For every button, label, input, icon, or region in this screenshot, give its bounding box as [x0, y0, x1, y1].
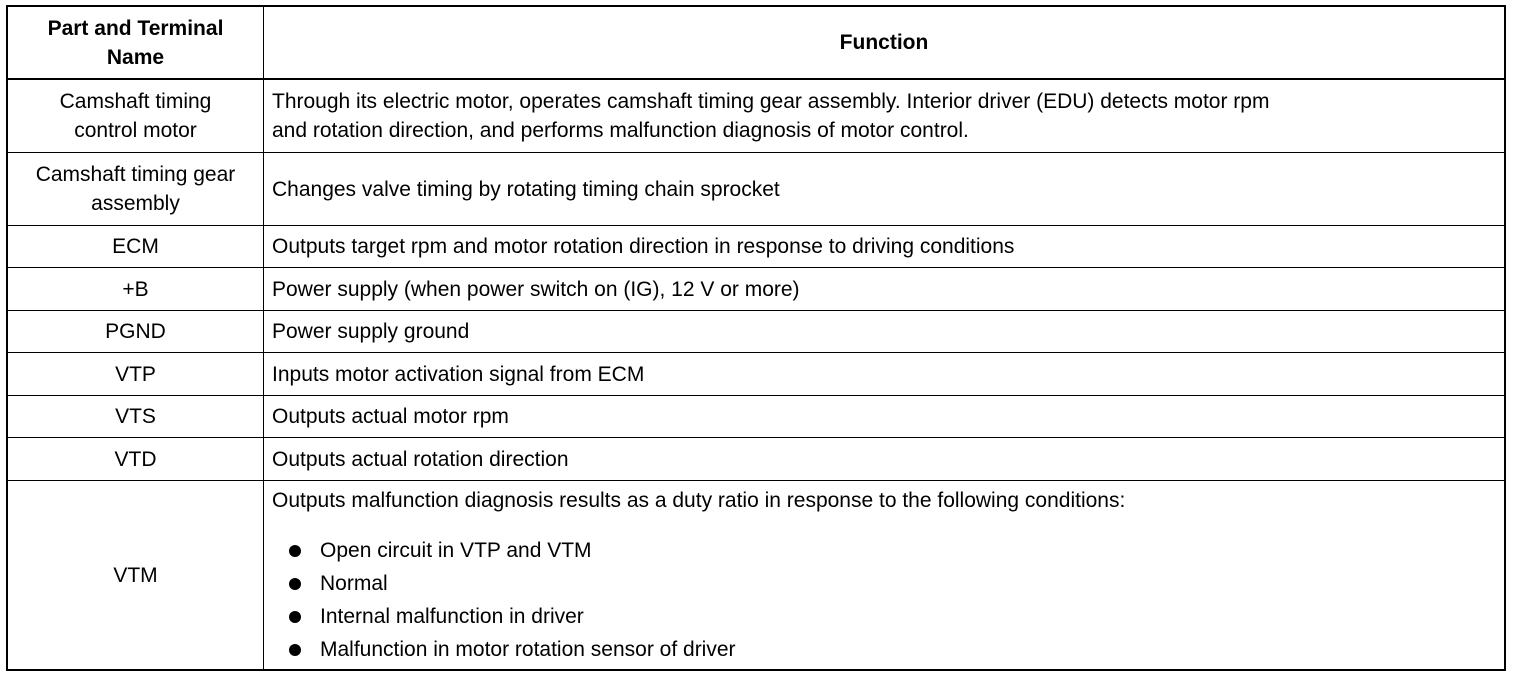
table-row — [8, 353, 1504, 396]
header-function-label: Function — [839, 31, 929, 54]
part-name-line: assembly — [91, 192, 180, 215]
function-line: Changes valve timing by rotating timing chain sprocket — [272, 177, 780, 201]
table-row — [8, 438, 1504, 481]
function-line: Power supply ground — [272, 320, 470, 343]
bullet-icon — [289, 545, 301, 557]
function-cell — [264, 268, 1504, 310]
function-intro: Outputs malfunction diagnosis results as a duty ratio in response to the following conditions: — [272, 489, 1126, 512]
list-item-text: Internal malfunction in driver — [320, 605, 584, 628]
part-name-cell — [8, 226, 264, 267]
part-function-table — [6, 5, 1506, 671]
part-name-line: ECM — [112, 235, 159, 258]
list-item — [272, 534, 1496, 567]
part-name-line: +B — [122, 277, 149, 301]
part-name-line: VTS — [115, 405, 156, 428]
part-name-cell — [8, 80, 264, 152]
header-part-name — [8, 7, 264, 78]
function-cell — [264, 438, 1504, 480]
part-name-line: Camshaft timing gear — [35, 163, 236, 186]
part-name-cell — [8, 396, 264, 437]
function-line: Power supply (when power switch on (IG), 12 V or more) — [272, 277, 800, 301]
part-name-line: VTM — [113, 563, 158, 587]
function-cell — [264, 311, 1504, 352]
list-item-text: Malfunction in motor rotation sensor of driver — [320, 638, 736, 661]
function-line: Outputs actual rotation direction — [272, 447, 569, 471]
function-cell — [264, 153, 1504, 225]
header-part-name-line: Name — [106, 45, 165, 69]
function-cell — [264, 396, 1504, 437]
part-name-cell — [8, 311, 264, 352]
function-line: Outputs actual motor rpm — [272, 405, 509, 428]
bullet-icon — [289, 578, 301, 590]
list-item — [272, 567, 1496, 600]
part-name-line: PGND — [105, 320, 166, 343]
list-item-text: Open circuit in VTP and VTM — [320, 539, 592, 562]
part-name-cell — [8, 353, 264, 395]
part-name-cell — [8, 153, 264, 225]
function-cell — [264, 353, 1504, 395]
table-row — [8, 481, 1504, 669]
table-row — [8, 396, 1504, 438]
function-line: Outputs target rpm and motor rotation direction in response to driving conditions — [272, 235, 1015, 258]
table-row — [8, 226, 1504, 268]
list-item — [272, 633, 1496, 666]
condition-list — [272, 534, 1496, 666]
bullet-icon — [289, 611, 301, 623]
part-name-cell — [8, 268, 264, 310]
part-name-cell — [8, 481, 264, 669]
part-name-line: VTP — [115, 362, 156, 386]
bullet-icon — [289, 644, 301, 656]
function-line: and rotation direction, and performs malfunction diagnosis of motor control. — [272, 119, 969, 142]
part-name-line: control motor — [74, 119, 197, 142]
function-line: Inputs motor activation signal from ECM — [272, 362, 645, 386]
function-cell — [264, 80, 1504, 152]
table-row — [8, 268, 1504, 311]
function-cell — [264, 226, 1504, 267]
header-function — [264, 7, 1504, 78]
function-line: Through its electric motor, operates camshaft timing gear assembly. Interior driver (EDU) detects motor rpm — [272, 90, 1270, 113]
list-item-text: Normal — [320, 572, 388, 595]
part-name-line: Camshaft timing — [59, 90, 212, 113]
table-row — [8, 153, 1504, 226]
part-name-cell — [8, 438, 264, 480]
table-header-row — [8, 7, 1504, 80]
header-part-name-line: Part and Terminal — [47, 16, 224, 40]
table-row — [8, 311, 1504, 353]
part-name-line: VTD — [114, 447, 157, 471]
function-cell — [264, 481, 1504, 669]
list-item — [272, 600, 1496, 633]
table-row — [8, 80, 1504, 153]
